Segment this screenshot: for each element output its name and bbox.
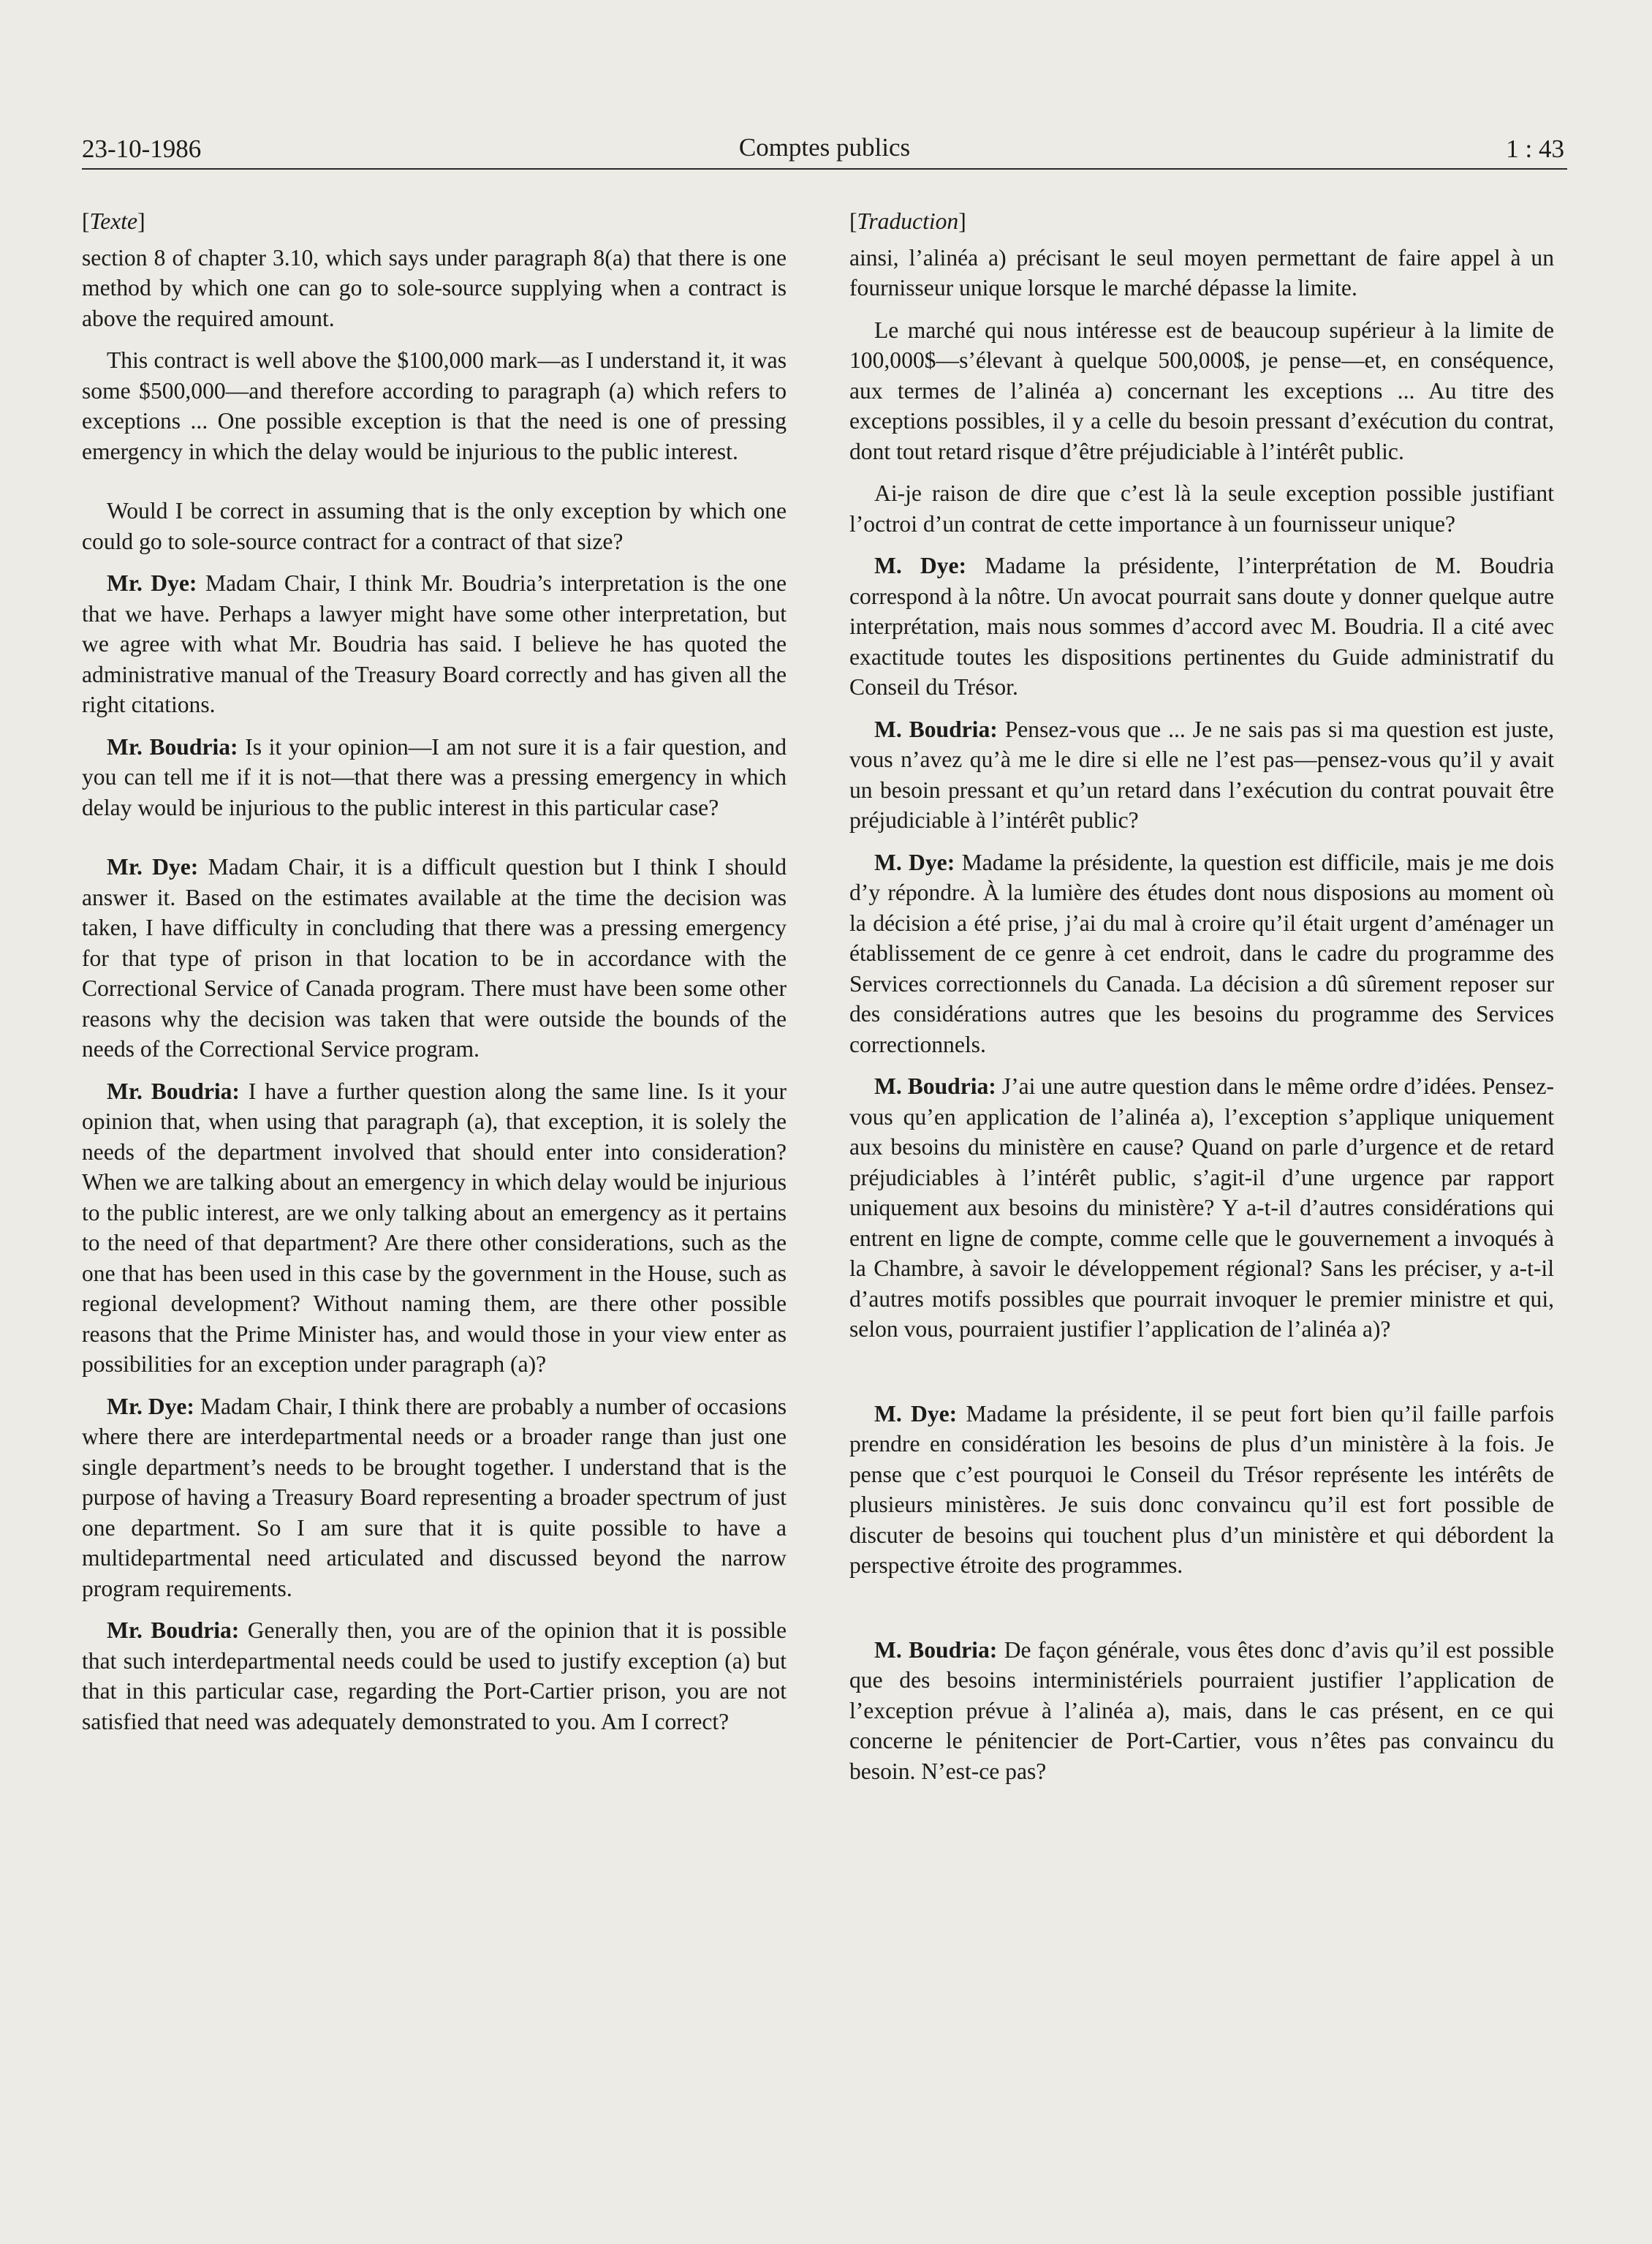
header-page-number: 1 : 43 [1506, 135, 1564, 163]
speech-paragraph: Mr. Boudria: I have a further question along the same line. Is it your opinion that, when using that paragraph (a), that exception, it is solely the needs of the department involved that should enter into consideration? When we are talking about an emergency in which delay would be injurious to the public interest, are we only talking about an emergency as it pertains to the need of that department? Are there other considerations, such as the one that has been used in this case by the government in the House, such as regional development? Without naming them, are there other possible reasons that the Prime Minister has, and would those in your view enter as possibilities for an exception under paragraph (a)? [82, 1078, 787, 1377]
speaker-name: M. Boudria: [874, 1636, 998, 1663]
speaker-name: Mr. Dye: [107, 1393, 194, 1419]
speaker-name: Mr. Boudria: [107, 1617, 240, 1643]
running-head [82, 124, 1567, 170]
speaker-name: M. Dye: [874, 1400, 958, 1427]
speech-paragraph: M. Dye: Madame la présidente, il se peut fort bien qu’il faille parfois prendre en considération les besoins de plus d’un ministère à la fois. Je pense que c’est pourquoi le Conseil du Trésor représente les intérêts de plusieurs ministères. Je suis donc convaincu qu’il est fort possible de discuter de besoins qui touchent plus d’un ministère et qui débordent la perspective étroite des programmes. [849, 1400, 1554, 1578]
speech-paragraph: Mr. Boudria: Generally then, you are of the opinion that it is possible that such interdepartmental needs could be used to justify exception (a) but that in this particular case, regarding the Port-Cartier prison, you are not satisfied that need was adequately demonstrated to you. Am I correct? [82, 1617, 787, 1734]
speech-paragraph: M. Dye: Madame la présidente, l’interprétation de M. Boudria correspond à la nôtre. Un avocat pourrait sans doute y donner quelque autre interprétation, mais nous sommes d’accord avec M. Boudria. Il a cité avec exactitude toutes les dispositions pertinentes du Guide administratif du Conseil du Trésor. [849, 553, 1554, 700]
paragraph: Le marché qui nous intéresse est de beaucoup supérieur à la limite de 100,000$—s’élevant à quelque 500,000$, je pense—et, en conséquence, aux termes de l’alinéa a) concernant les exceptions ... Au titre des exceptions possibles, il y a celle du besoin pressant d’exécution du contrat, dont tout retard risque d’être préjudiciable à l’intérêt public. [849, 317, 1554, 464]
paragraph: Ai-je raison de dire que c’est là la seule exception possible justifiant l’octroi d’un contrat de cette importance à un fournisseur unique? [849, 480, 1554, 537]
header-title: Comptes publics [738, 133, 911, 162]
speech-paragraph: M. Boudria: De façon générale, vous êtes donc d’avis qu’il est possible que des besoins interministériels pourraient justifier l’application de l’exception prévue à l’alinéa a), mais, dans le cas présent, en ce qui concerne le pénitencier de Port-Cartier, vous n’êtes pas convaincu du besoin. N’est-ce pas? [849, 1636, 1554, 1784]
speaker-name: M. Boudria: [874, 716, 998, 742]
column-tag-traduction: [Traduction] [849, 208, 966, 234]
speech-paragraph: Mr. Boudria: Is it your opinion—I am not sure it is a fair question, and you can tell me if it is not—that there was a pressing emergency in which delay would be injurious to the public interest in this particular case? [82, 733, 787, 820]
left-column-english [82, 206, 787, 1748]
speech-paragraph: Mr. Dye: Madam Chair, I think there are probably a number of occasions where there are interdepartmental needs or a broader range than just one single department’s needs to be brought together. I understand that is the purpose of having a Treasury Board representing a broader spectrum of just one department. So I am sure that it is quite possible to have a multidepartmental need articulated and discussed beyond the narrow program requirements. [82, 1393, 787, 1601]
speech-paragraph: M. Dye: Madame la présidente, la question est difficile, mais je me dois d’y répondre. À la lumière des études dont nous disposions au moment où la décision a été prise, j’ai du mal à croire qu’il était urgent d’aménager un établissement de ce genre à cet endroit, dans le cadre du programme des Services correctionnels du Canada. La décision a dû sûrement reposer sur des considérations autres que les besoins du programme des Services correctionnels. [849, 849, 1554, 1057]
column-tag-texte: [Texte] [82, 208, 145, 234]
speech-paragraph: M. Boudria: Pensez-vous que ... Je ne sais pas si ma question est juste, vous n’avez qu’à me le dire si elle ne l’est pas—pensez-vous qu’il y avait un besoin pressant et qu’un retard dans l’exécution du contrat pouvait être préjudiciable à l’intérêt public? [849, 716, 1555, 833]
speaker-name: Mr. Boudria: [107, 1078, 240, 1104]
speech-paragraph: Mr. Dye: Madam Chair, I think Mr. Boudria’s interpretation is the one that we have. Perhaps a lawyer might have some other interpretation, but we agree with what Mr. Boudria has said. I believe he has quoted the administrative manual of the Treasury Board correctly and has given all the right citations. [82, 570, 787, 717]
speaker-name: M. Dye: [874, 849, 955, 875]
speech-paragraph: Mr. Dye: Madam Chair, it is a difficult question but I think I should answer it. Based on the estimates available at the time the decision was taken, I have difficulty in concluding that there was a pressing emergency for that type of prison in that location to be in accordance with the Correctional Service of Canada program. There must have been some other reasons why the decision was taken that were outside the bounds of the needs of the Correctional Service program. [82, 854, 787, 1062]
right-column-french [849, 206, 1554, 1798]
paragraph: ainsi, l’alinéa a) précisant le seul moyen permettant de faire appel à un fournisseur unique lorsque le marché dépasse la limite. [849, 244, 1554, 301]
header-date: 23-10-1986 [82, 135, 202, 163]
paragraph: Would I be correct in assuming that is the only exception by which one could go to sole-source contract for a contract of that size? [82, 498, 787, 554]
speaker-name: Mr. Dye: [107, 570, 197, 596]
speaker-name: Mr. Dye: [107, 854, 199, 880]
speaker-name: M. Dye: [874, 553, 966, 578]
speaker-name: M. Boudria: [874, 1073, 996, 1099]
paragraph: This contract is well above the $100,000 mark—as I understand it, it was some $500,000—and therefore according to paragraph (a) which refers to exceptions ... One possible exception is that the need is one of pressing emergency in which the delay would be injurious to the public interest. [82, 347, 787, 464]
speaker-name: Mr. Boudria: [107, 733, 238, 760]
speech-paragraph: M. Boudria: J’ai une autre question dans le même ordre d’idées. Pensez-vous qu’en application de l’alinéa a), l’exception s’applique uniquement aux besoins du ministère en cause? Quand on parle d’urgence et de retard préjudiciables à l’intérêt public, s’agit-il d’une urgence par rapport uniquement aux besoins du ministère? Y a-t-il d’autres considérations qui entrent en ligne de compte, comme celle que le gouvernement a invoqués à la Chambre, à savoir le développement régional? Sans les préciser, y a-t-il d’autres motifs possibles que pourrait invoquer le premier ministre et qui, selon vous, pourraient justifier l’application de l’alinéa a)? [849, 1073, 1554, 1342]
paragraph: section 8 of chapter 3.10, which says under paragraph 8(a) that there is one method by which one can go to sole-source supplying when a contract is above the required amount. [82, 244, 787, 331]
